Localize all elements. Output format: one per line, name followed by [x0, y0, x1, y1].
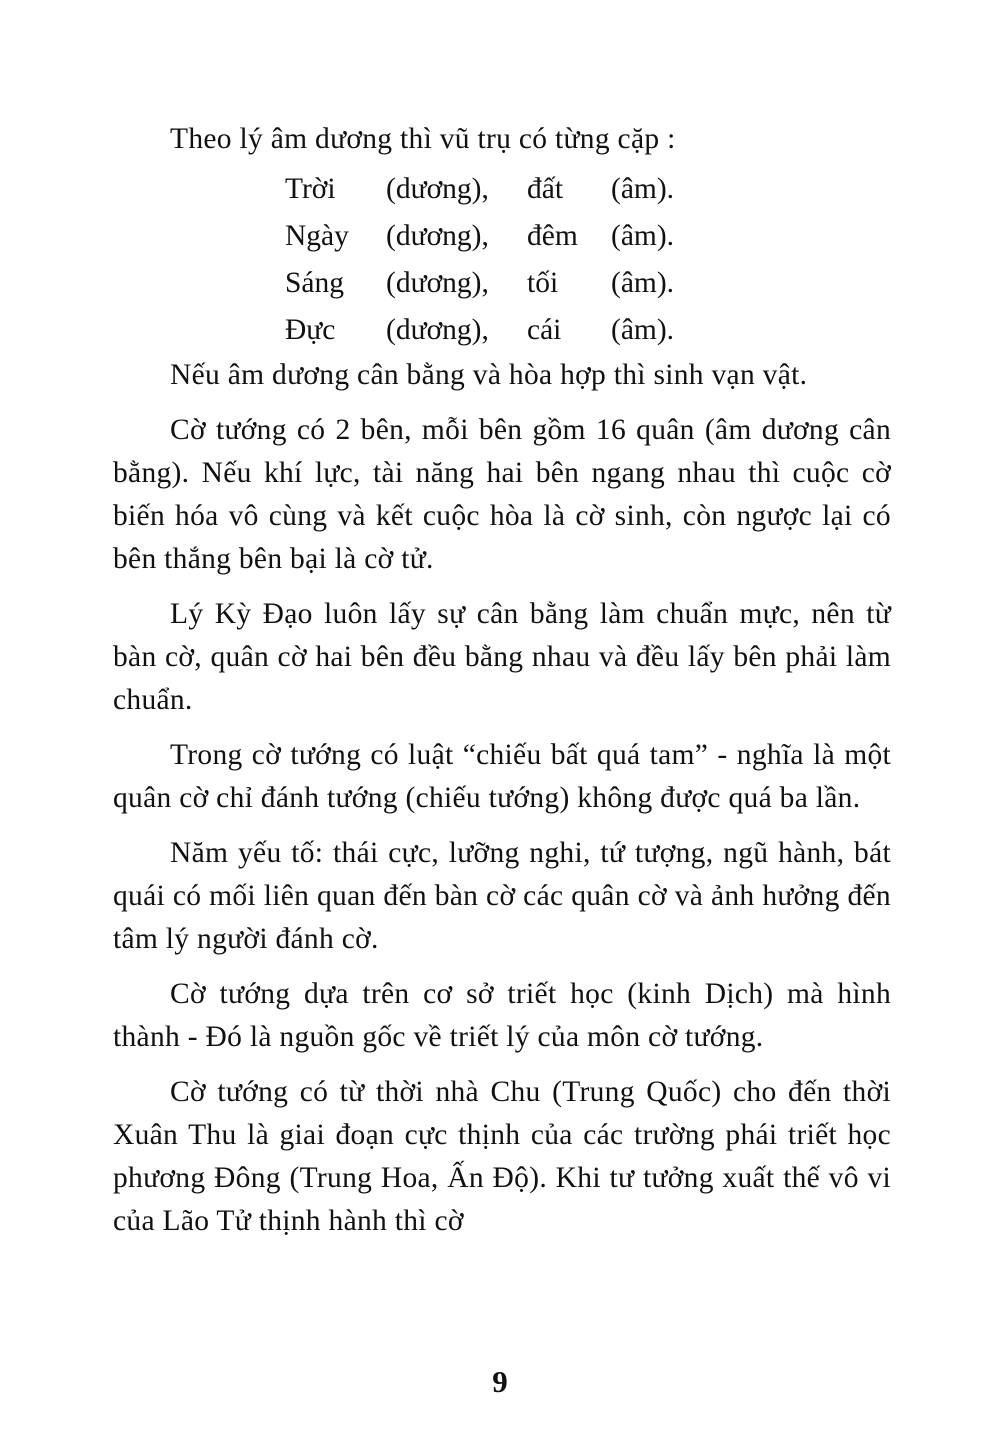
page-body — [113, 118, 891, 1243]
body-paragraph: Trong cờ tướng có luật “chiếu bất quá tam” - nghĩa là một quân cờ chỉ đánh tướng (chiếu tướng) không được quá ba lần. — [113, 739, 891, 814]
yin-yang-pairs-list — [285, 166, 891, 354]
body-paragraph: Cờ tướng có 2 bên, mỗi bên gồm 16 quân (âm dương cân bằng). Nếu khí lực, tài năng hai bên ngang nhau thì cuộc cờ biến hóa vô cùng và kết cuộc hòa là cờ sinh, còn ngược lại có bên thắng bên bại là cờ tử. — [113, 414, 891, 575]
yin-label: (âm). — [611, 220, 675, 252]
yin-label: (âm). — [611, 314, 675, 346]
pair-row — [285, 307, 891, 354]
intro-paragraph: Theo lý âm dương thì vũ trụ có từng cặp : — [170, 123, 676, 155]
yin-term: đêm — [527, 220, 578, 252]
yang-term: Đực — [285, 314, 336, 346]
body-paragraph: Lý Kỳ Đạo luôn lấy sự cân bằng làm chuẩn mực, nên từ bàn cờ, quân cờ hai bên đều bằng nhau và đều lấy bên phải làm chuẩn. — [113, 598, 891, 716]
pair-row — [285, 166, 891, 213]
yang-label: (dương), — [386, 220, 489, 252]
yang-label: (dương), — [386, 173, 489, 205]
body-paragraph: Nếu âm dương cân bằng và hòa hợp thì sinh vạn vật. — [170, 359, 808, 391]
yang-term: Trời — [285, 173, 336, 205]
yang-term: Ngày — [285, 220, 349, 252]
yang-label: (dương), — [386, 267, 489, 299]
yin-label: (âm). — [611, 173, 675, 205]
body-paragraph: Cờ tướng dựa trên cơ sở triết học (kinh Dịch) mà hình thành - Đó là nguồn gốc về triết lý của môn cờ tướng. — [113, 978, 891, 1053]
yang-term: Sáng — [285, 267, 344, 299]
pair-row — [285, 260, 891, 307]
yin-term: cái — [527, 314, 562, 346]
yin-term: tối — [527, 267, 559, 299]
body-paragraph: Cờ tướng có từ thời nhà Chu (Trung Quốc) cho đến thời Xuân Thu là giai đoạn cực thịnh của các trường phái triết học phương Đông (Trung Hoa, Ấn Độ). Khi tư tưởng xuất thế vô vi của Lão Tử thịnh hành thì cờ — [113, 1076, 891, 1237]
yin-term: đất — [527, 173, 564, 205]
pair-row — [285, 213, 891, 260]
yin-label: (âm). — [611, 267, 675, 299]
body-paragraph: Năm yếu tố: thái cực, lưỡng nghi, tứ tượng, ngũ hành, bát quái có mối liên quan đến bàn cờ các quân cờ và ảnh hưởng đến tâm lý người đánh cờ. — [113, 837, 891, 955]
yang-label: (dương), — [386, 314, 489, 346]
page-number: 9 — [492, 1364, 508, 1399]
